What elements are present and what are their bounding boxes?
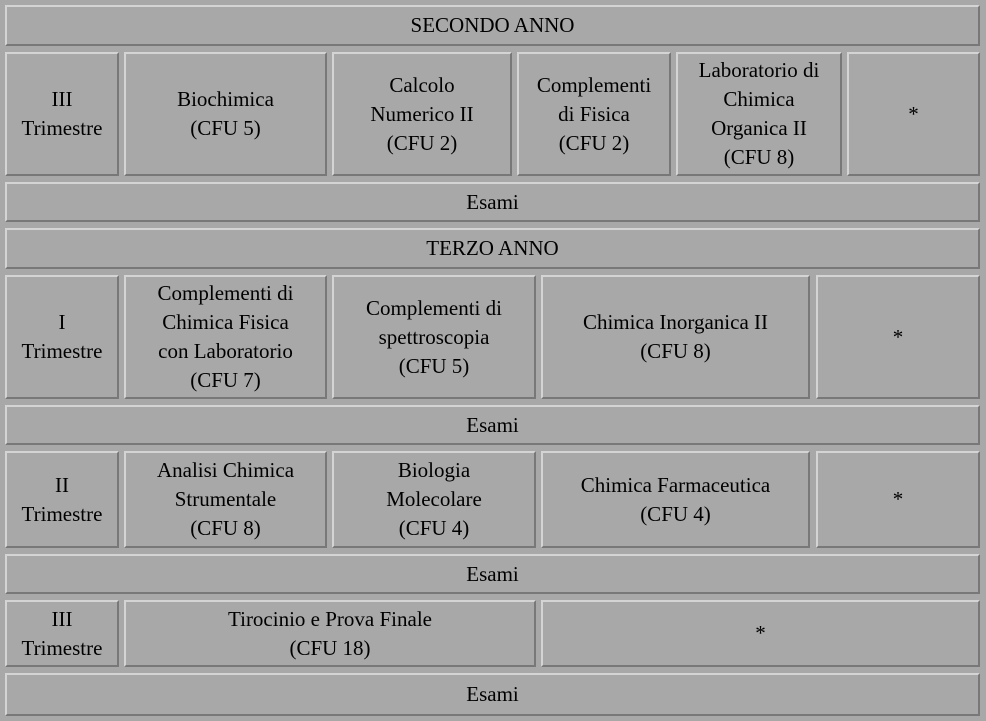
extra-cell-asterisk: * <box>847 52 980 176</box>
course-cell-calcolo-numerico: Calcolo Numerico II (CFU 2) <box>332 52 512 176</box>
year-header-terzo-anno: TERZO ANNO <box>5 228 980 269</box>
course-cell-analisi-chimica-strumentale: Analisi Chimica Strumentale (CFU 8) <box>124 451 327 548</box>
course-cell-chimica-farmaceutica: Chimica Farmaceutica (CFU 4) <box>541 451 810 548</box>
course-cell-tirocinio-prova-finale: Tirocinio e Prova Finale (CFU 18) <box>124 600 536 667</box>
exams-row: Esami <box>5 182 980 222</box>
term-label-iii-trimestre: III Trimestre <box>5 52 119 176</box>
course-cell-laboratorio-chimica-organica: Laboratorio di Chimica Organica II (CFU 8) <box>676 52 842 176</box>
exams-row: Esami <box>5 405 980 445</box>
term-label-i-trimestre: I Trimestre <box>5 275 119 399</box>
extra-cell-asterisk: * <box>541 600 980 667</box>
year-header-secondo-anno: SECONDO ANNO <box>5 5 980 46</box>
extra-cell-asterisk: * <box>816 451 980 548</box>
course-cell-biologia-molecolare: Biologia Molecolare (CFU 4) <box>332 451 536 548</box>
course-cell-complementi-chimica-fisica: Complementi di Chimica Fisica con Laboratorio (CFU 7) <box>124 275 327 399</box>
course-cell-complementi-fisica: Complementi di Fisica (CFU 2) <box>517 52 671 176</box>
course-cell-complementi-spettroscopia: Complementi di spettroscopia (CFU 5) <box>332 275 536 399</box>
course-cell-biochimica: Biochimica (CFU 5) <box>124 52 327 176</box>
exams-row: Esami <box>5 673 980 716</box>
course-cell-chimica-inorganica: Chimica Inorganica II (CFU 8) <box>541 275 810 399</box>
exams-row: Esami <box>5 554 980 594</box>
term-label-ii-trimestre: II Trimestre <box>5 451 119 548</box>
extra-cell-asterisk: * <box>816 275 980 399</box>
term-label-iii-trimestre: III Trimestre <box>5 600 119 667</box>
